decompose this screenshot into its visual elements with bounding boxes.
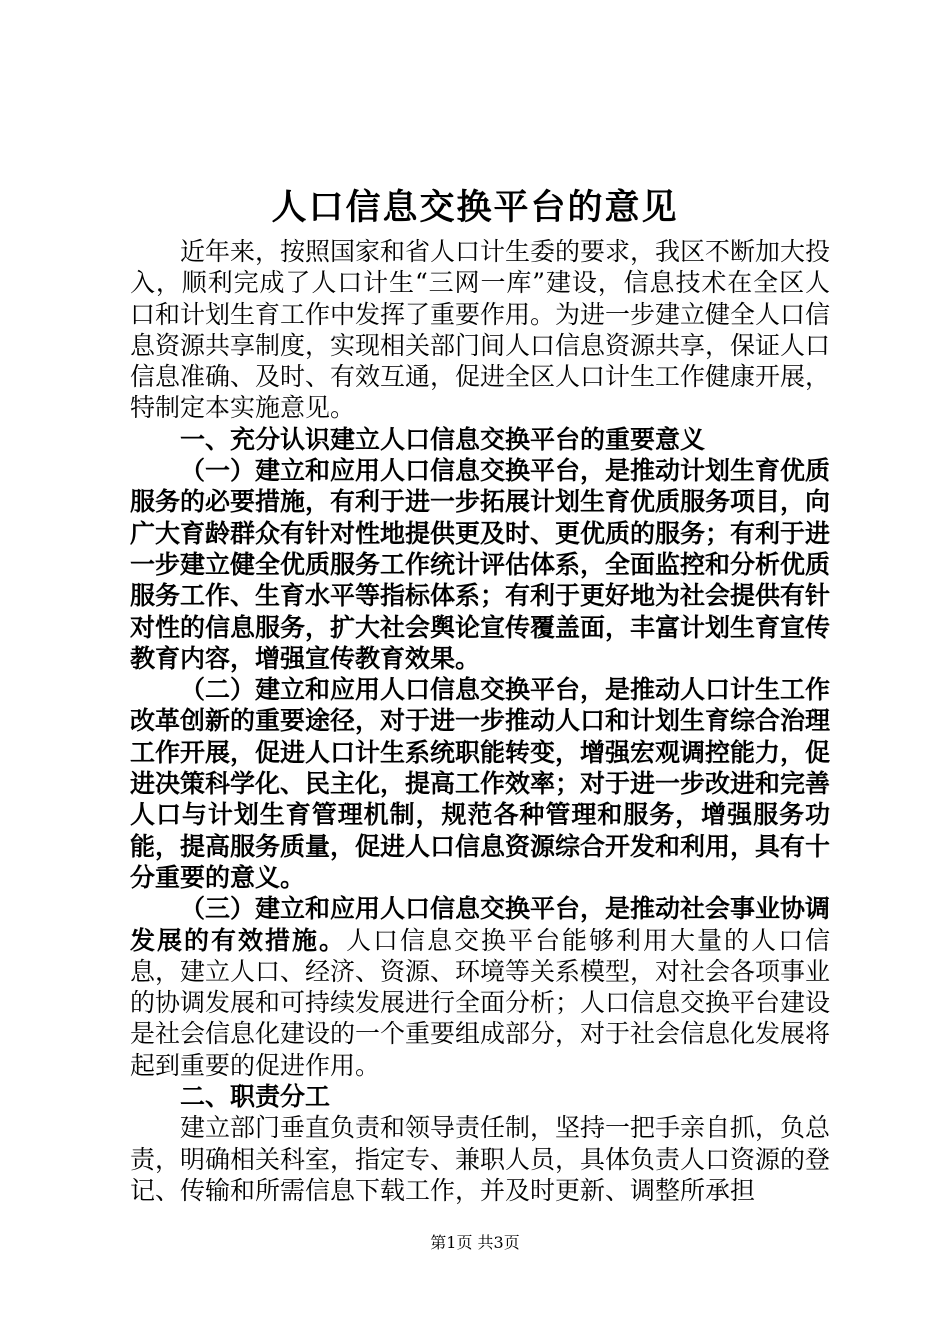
section-2-paragraph: 建立部门垂直负责和领导责任制，坚持一把手亲自抓，负总责，明确相关科室，指定专、兼职人员，具体负责人口资源的登记、传输和所需信息下载工作，并及时更新、调整所承担	[130, 1113, 831, 1205]
item-paragraph-1: （一）建立和应用人口信息交换平台，是推动计划生育优质服务的必要措施，有利于进一步拓展计划生育优质服务项目，向广大育龄群众有针对性地提供更及时、更优质的服务；有利于进一步建立健全优质服务工作统计评估体系，全面监控和分析优质服务工作、生育水平等指标体系；有利于更好地为社会提供有针对性的信息服务，扩大社会舆论宣传覆盖面，丰富计划生育宣传教育内容，增强宣传教育效果。	[130, 456, 831, 673]
section-heading-2: 二、职责分工	[180, 1082, 331, 1112]
item-paragraph-3	[130, 893, 830, 1081]
page-number-footer: 第1页 共3页	[430, 1233, 520, 1252]
item-3-rest: 人口信息交换平台能够利用大量的人口信息，建立人口、经济、资源、环境等关系模型，对社会各项事业的协调发展和可持续发展进行全面分析；人口信息交换平台建设是社会信息化建设的一个重要组成部分，对于社会信息化发展将起到重要的促进作用。	[130, 925, 831, 1080]
item-paragraph-2: （二）建立和应用人口信息交换平台，是推动人口计生工作改革创新的重要途径，对于进一步推动人口和计划生育综合治理工作开展，促进人口计生系统职能转变，增强宏观调控能力，促进决策科学化、民主化，提高工作效率；对于进一步改进和完善人口与计划生育管理机制，规范各种管理和服务，增强服务功能，提高服务质量，促进人口信息资源综合开发和利用，具有十分重要的意义。	[130, 675, 831, 892]
document-body	[130, 236, 830, 1206]
intro-paragraph: 近年来，按照国家和省人口计生委的要求，我区不断加大投入，顺利完成了人口计生“三网一库”建设，信息技术在全区人口和计划生育工作中发挥了重要作用。为进一步建立健全人口信息资源共享制度，实现相关部门间人口信息资源共享，保证人口信息准确、及时、有效互通，促进全区人口计生工作健康开展，特制定本实施意见。	[130, 237, 831, 423]
item-3-lead: （三）建立和应用人口信息交换平台，是推动社会事业协调发展的有效措施。	[130, 894, 831, 955]
document-title: 人口信息交换平台的意见	[271, 187, 679, 228]
section-heading-1: 一、充分认识建立人口信息交换平台的重要意义	[180, 424, 706, 454]
